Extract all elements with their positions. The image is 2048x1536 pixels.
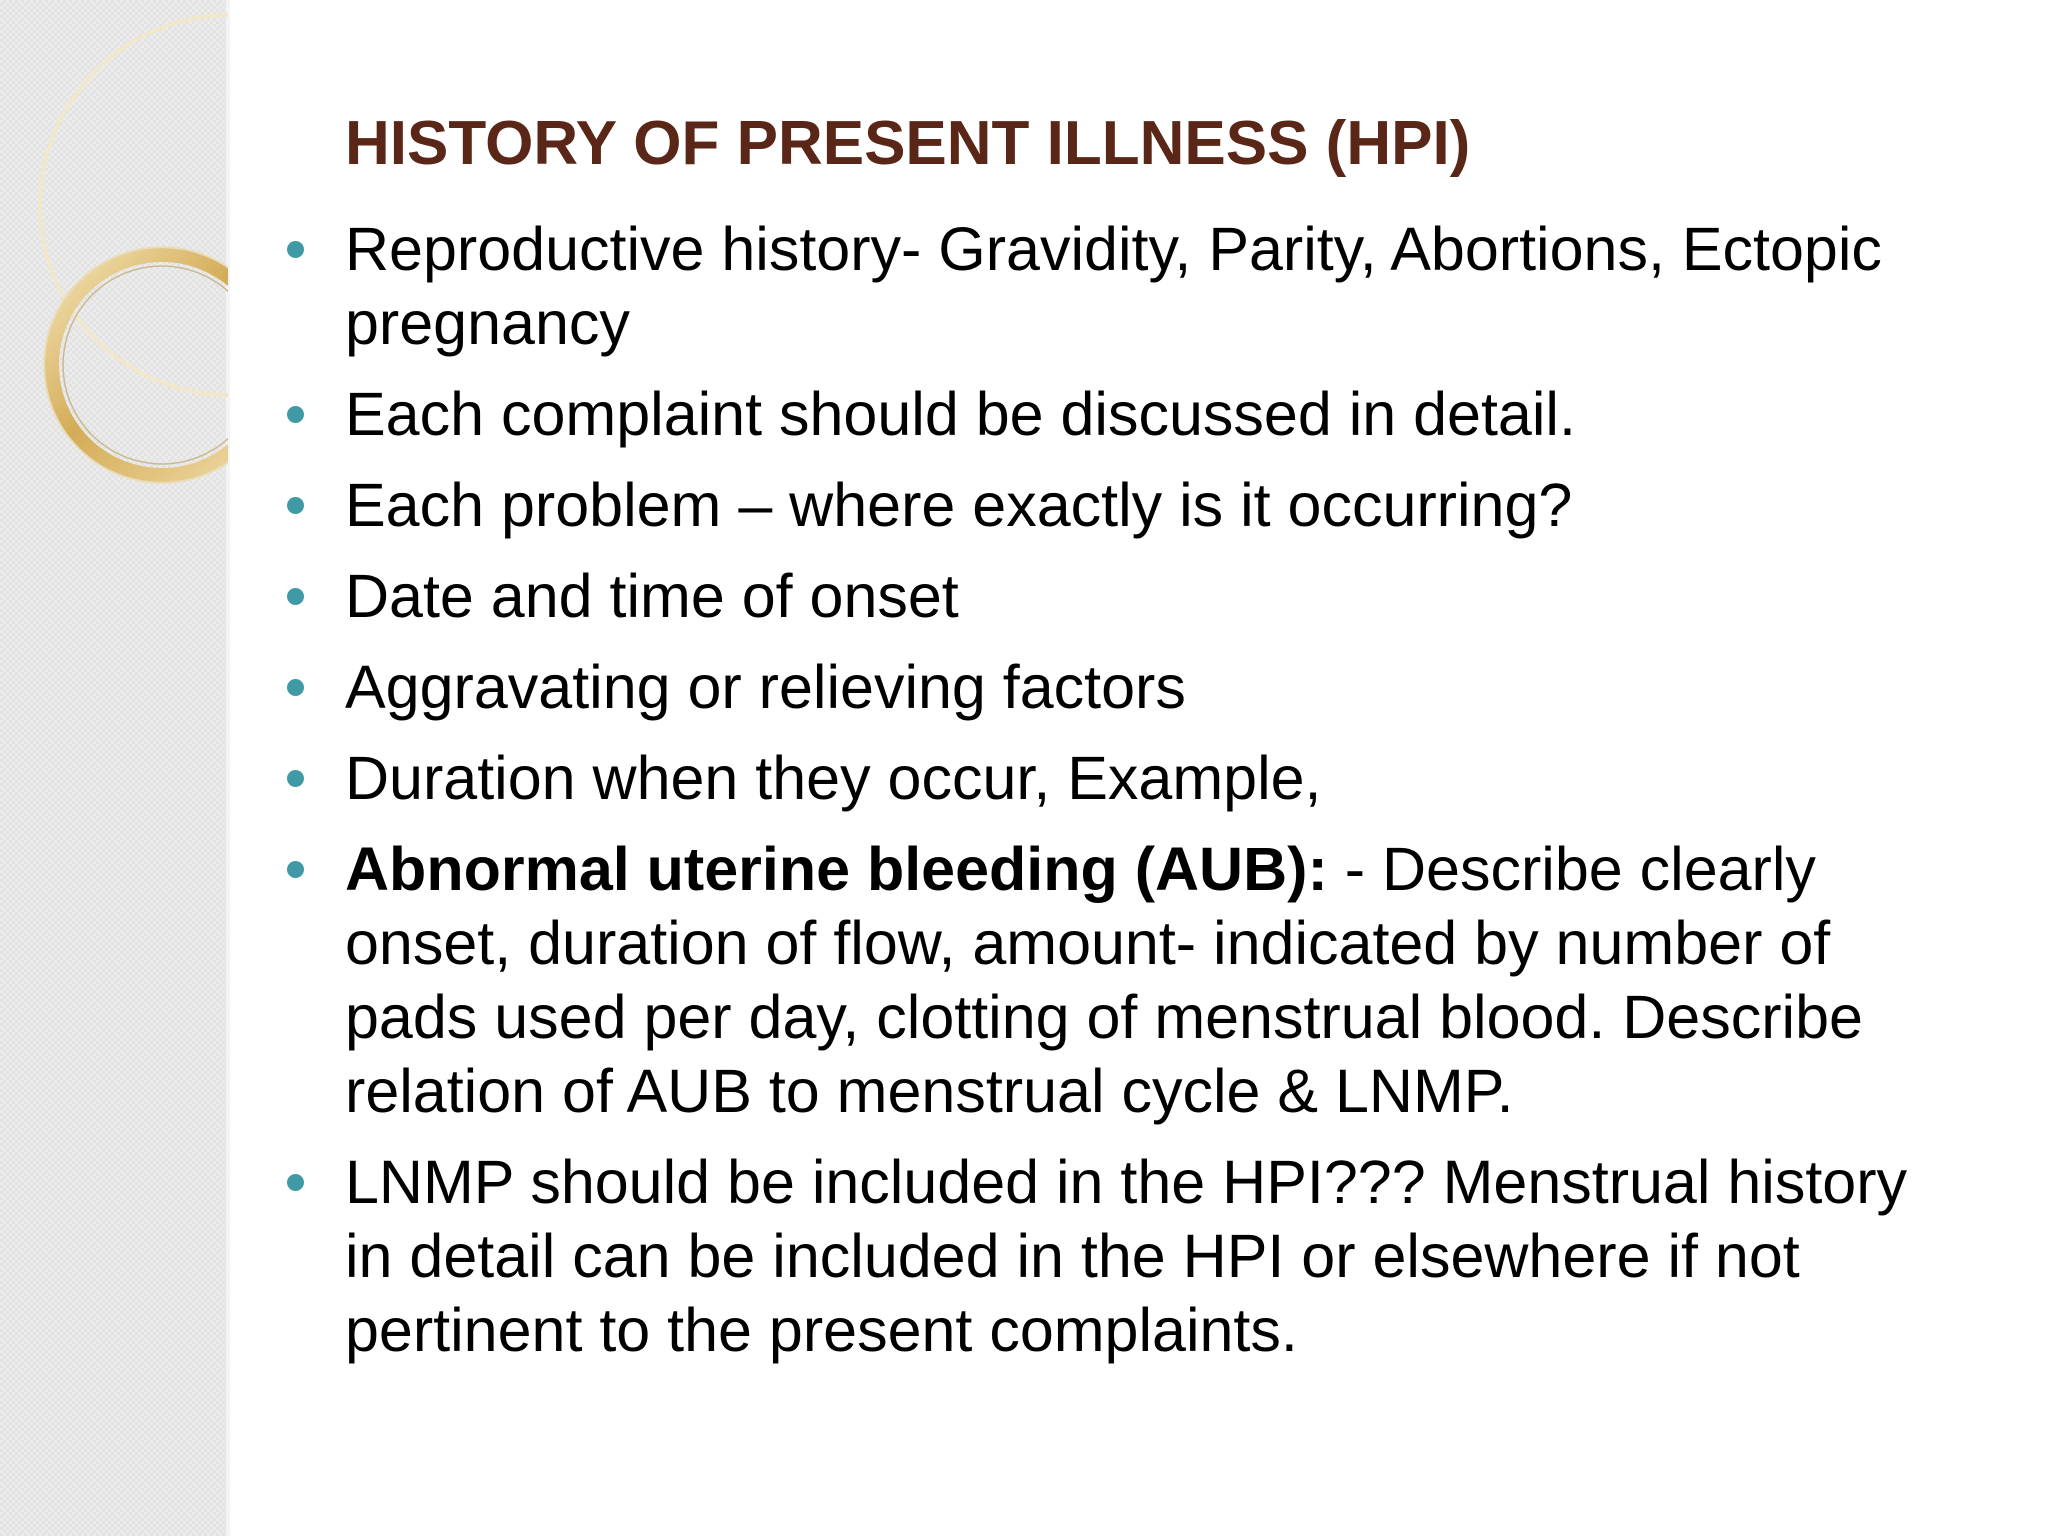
- decorative-rings: [0, 0, 228, 520]
- list-item: [345, 559, 1965, 633]
- list-item: [345, 377, 1965, 451]
- bullet-dot-icon: [287, 497, 304, 514]
- gold-ring-outer-edge: [44, 247, 228, 483]
- list-item: [345, 1145, 1965, 1367]
- bullet-dot-icon: [287, 241, 304, 258]
- list-item: [345, 468, 1965, 542]
- gold-ring-inner-edge: [63, 266, 228, 464]
- bullet-text: Date and time of onset: [345, 562, 959, 630]
- bullet-dot-icon: [287, 1174, 304, 1191]
- bullet-text: LNMP should be included in the HPI??? Menstrual history in detail can be included in the HPI or elsewhere if not pertinent to the present complaints.: [345, 1148, 1908, 1364]
- list-item: [345, 741, 1965, 815]
- bullet-list: [345, 212, 1965, 1384]
- bullet-dot-icon: [287, 406, 304, 423]
- bullet-text: Each complaint should be discussed in detail.: [345, 380, 1576, 448]
- bullet-text: - Describe clearly onset, duration of flow, amount- indicated by number of pads used per day, clotting of menstrual blood. Describe relation of AUB to menstrual cycle & LNMP.: [345, 835, 1863, 1125]
- bullet-bold-lead: Abnormal uterine bleeding (AUB):: [345, 835, 1328, 903]
- bullet-text: Each problem – where exactly is it occurring?: [345, 471, 1573, 539]
- list-item: [345, 832, 1965, 1128]
- bullet-dot-icon: [287, 588, 304, 605]
- bullet-dot-icon: [287, 770, 304, 787]
- gold-ring: [52, 255, 228, 475]
- bullet-text: Duration when they occur, Example,: [345, 744, 1322, 812]
- bullet-dot-icon: [287, 861, 304, 878]
- bullet-text: Reproductive history- Gravidity, Parity, Abortions, Ectopic pregnancy: [345, 215, 1882, 357]
- slide-title: HISTORY OF PRESENT ILLNESS (HPI): [345, 109, 1471, 178]
- large-faint-ring: [40, 15, 228, 395]
- list-item: [345, 650, 1965, 724]
- bullet-text: Aggravating or relieving factors: [345, 653, 1186, 721]
- bullet-dot-icon: [287, 679, 304, 696]
- list-item: [345, 212, 1965, 360]
